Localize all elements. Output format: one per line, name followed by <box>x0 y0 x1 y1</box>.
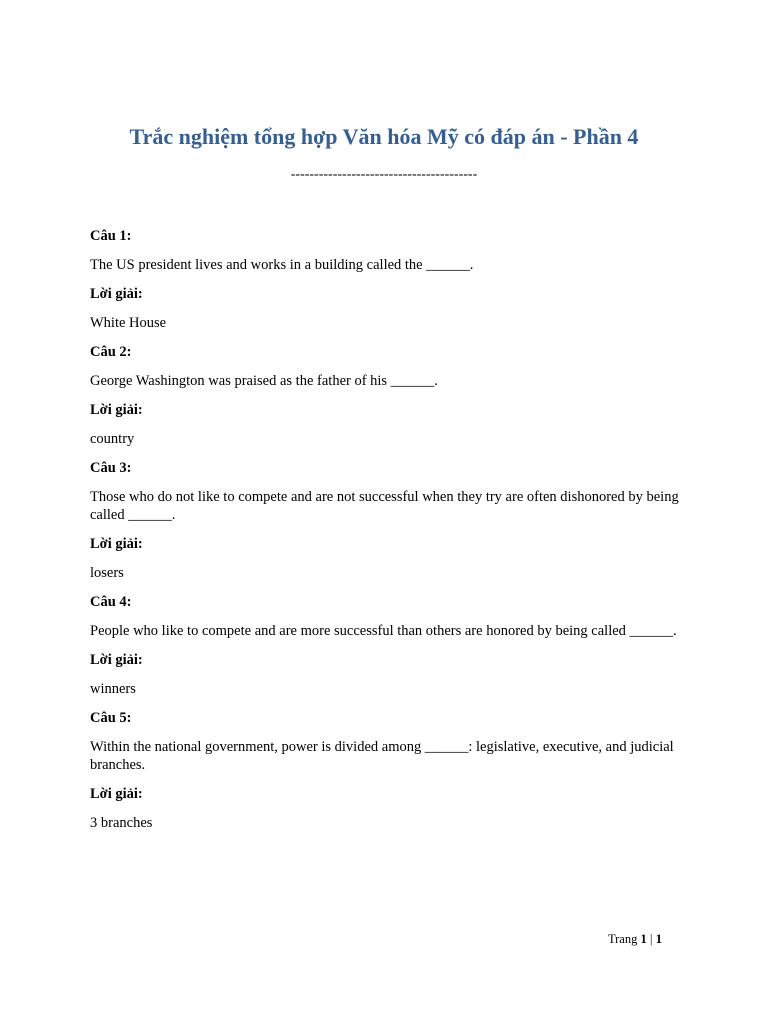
question-block-5 <box>90 709 680 832</box>
answer-label: Lời giải: <box>90 536 143 552</box>
question-text: The US president lives and works in a building called the ______. <box>90 257 474 273</box>
title-separator: ---------------------------------------- <box>290 167 478 182</box>
answer-label: Lời giải: <box>90 286 143 302</box>
question-list <box>90 227 680 843</box>
footer-total-pages: 1 <box>655 932 662 946</box>
question-block-2 <box>90 343 680 448</box>
answer-text: 3 branches <box>90 815 153 831</box>
footer-current-page: 1 <box>640 932 647 946</box>
question-text: Within the national government, power is divided among ______: legislative, executive, and judicial branches. <box>90 739 674 773</box>
answer-label: Lời giải: <box>90 786 143 802</box>
footer-divider: | <box>649 932 653 946</box>
question-text: Those who do not like to compete and are not successful when they try are often dishonored by being called ______. <box>90 489 679 523</box>
question-block-1 <box>90 227 680 332</box>
answer-text: country <box>90 431 135 447</box>
answer-text: losers <box>90 565 124 581</box>
question-label: Câu 2: <box>90 344 132 360</box>
question-label: Câu 3: <box>90 460 132 476</box>
answer-text: winners <box>90 681 136 697</box>
page-title: Trắc nghiệm tổng hợp Văn hóa Mỹ có đáp án - Phần 4 <box>129 124 639 149</box>
question-block-3 <box>90 459 680 582</box>
answer-text: White House <box>90 315 167 331</box>
footer-page-prefix: Trang <box>607 932 638 946</box>
question-text: People who like to compete and are more successful than others are honored by being called ______. <box>90 623 677 639</box>
question-block-4 <box>90 593 680 698</box>
question-text: George Washington was praised as the father of his ______. <box>90 373 438 389</box>
question-label: Câu 1: <box>90 228 132 244</box>
page-footer <box>608 931 662 947</box>
answer-label: Lời giải: <box>90 402 143 418</box>
question-label: Câu 5: <box>90 710 132 726</box>
answer-label: Lời giải: <box>90 652 143 668</box>
question-label: Câu 4: <box>90 594 132 610</box>
